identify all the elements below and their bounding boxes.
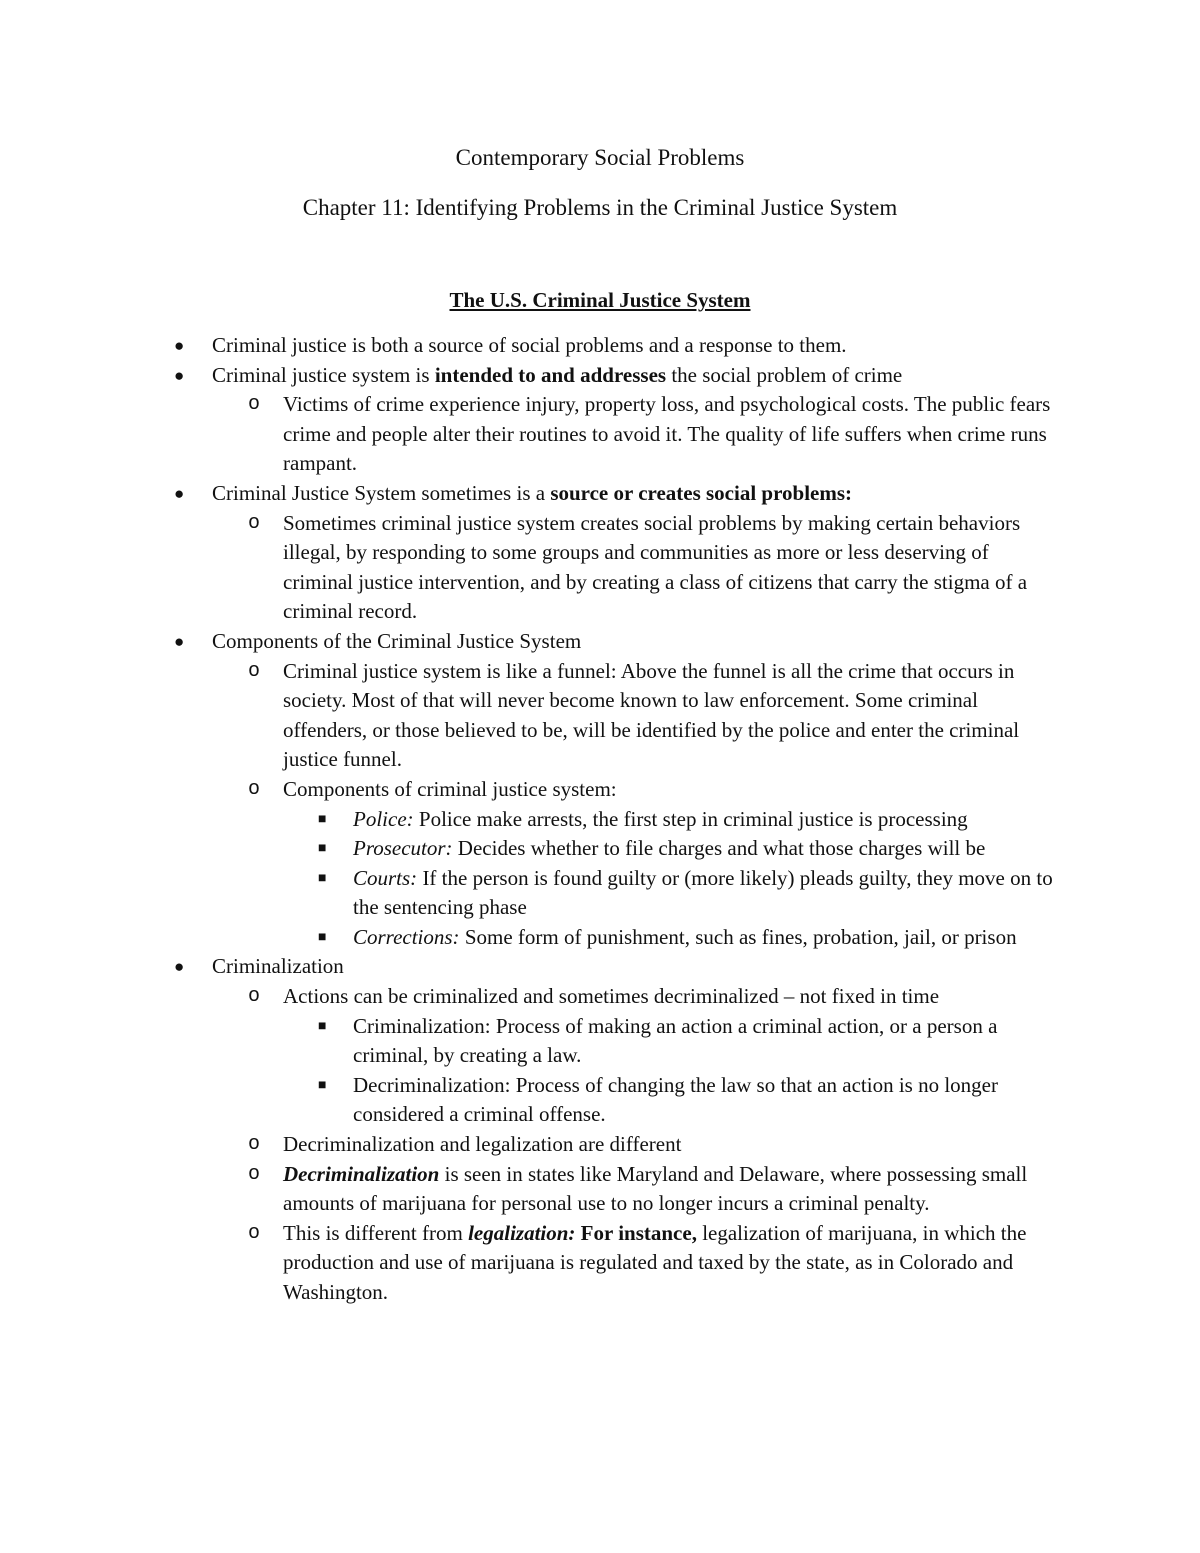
list-item-text: the social problem of crime [666, 362, 903, 387]
sub-list-item [0, 982, 1053, 1012]
sub-list-item [0, 509, 1053, 627]
sub-sub-list-item [0, 805, 1063, 835]
list-item-text: Criminalization: Process of making an action a criminal action, or a person a criminal, by creating a law. [353, 1013, 998, 1068]
list-item [0, 361, 1062, 391]
list-item-text: Criminal justice system is like a funnel: Above the funnel is all the crime that occurs in society. Most of that will never become known to law enforcement. Some criminal offenders, or those believed to be, will be identified by the police and enter the criminal justice funnel. [283, 658, 1020, 772]
term-text: Prosecutor: [353, 836, 453, 861]
emphasis-text: For instance, [575, 1220, 697, 1245]
list-item-text: If the person is found guilty or (more likely) pleads guilty, they move on to the sentencing phase [353, 865, 1053, 920]
list-item-text: Some form of punishment, such as fines, probation, jail, or prison [459, 924, 1017, 949]
emphasis-text: source or creates social problems: [550, 480, 853, 505]
list-item-text: Criminal justice is both a source of social problems and a response to them. [212, 333, 847, 357]
sub-list-item [0, 1219, 1053, 1308]
square-bullet-marker: ■ [318, 870, 327, 886]
sub-list-item [0, 390, 1053, 479]
section-heading: The U.S. Criminal Justice System [449, 288, 751, 312]
list-item-text: Sometimes criminal justice system creates social problems by making certain behaviors illegal, by responding to some groups and communities as more or less deserving of criminal justice intervention, and by creating a class of citizens that carry the stigma of a criminal record. [283, 510, 1028, 624]
list-item-text: Criminalization [212, 954, 344, 979]
emphasis-text: intended to and addresses [434, 362, 667, 387]
list-item-text: Decriminalization and legalization are different [283, 1132, 682, 1157]
term-text: Decriminalization [283, 1161, 440, 1186]
list-item [0, 479, 1062, 509]
list-item-text: Police make arrests, the first step in criminal justice is processing [413, 806, 968, 831]
bullet-marker: ● [174, 957, 185, 977]
list-item [0, 627, 1062, 657]
sub-sub-list-item [0, 834, 1063, 864]
list-item-text: Decides whether to file charges and what those charges will be [452, 836, 986, 861]
list-item-text: Decriminalization: Process of changing the law so that an action is no longer considered a criminal offense. [353, 1072, 998, 1127]
square-bullet-marker: ■ [318, 841, 327, 857]
sub-sub-list-item [0, 923, 1063, 953]
chapter-title: Chapter 11: Identifying Problems in the Criminal Justice System [302, 195, 898, 220]
bullet-marker: ● [174, 365, 185, 385]
square-bullet-marker: ■ [318, 1077, 327, 1093]
sub-bullet-marker: o [248, 659, 261, 683]
sub-sub-list-item [0, 864, 1063, 923]
sub-list-item [0, 1160, 1053, 1219]
list-item-text: Components of criminal justice system: [283, 776, 617, 801]
sub-bullet-marker: o [248, 985, 261, 1009]
square-bullet-marker: ■ [318, 1018, 327, 1034]
sub-list-item [0, 1130, 1053, 1160]
list-item-text: Victims of crime experience injury, property loss, and psychological costs. The public fears crime and people alter their routines to avoid it. The quality of life suffers when crime runs rampant. [283, 392, 1051, 476]
sub-bullet-marker: o [248, 393, 261, 417]
sub-bullet-marker: o [248, 1133, 261, 1157]
term-text: legalization: [468, 1220, 576, 1245]
term-text: Courts: [353, 865, 418, 890]
sub-list-item [0, 775, 1053, 805]
sub-list-item [0, 657, 1053, 775]
square-bullet-marker: ■ [318, 929, 327, 945]
term-text: Corrections: [353, 924, 460, 949]
sub-bullet-marker: o [248, 511, 261, 535]
list-item-text: Criminal Justice System sometimes is a [212, 480, 551, 505]
square-bullet-marker: ■ [318, 811, 327, 827]
bullet-marker: ● [174, 336, 185, 355]
list-item-text: Actions can be criminalized and sometimes decriminalized – not fixed in time [283, 984, 940, 1009]
list-item-text: Components of the Criminal Justice System [212, 628, 582, 653]
list-item [0, 952, 1062, 982]
list-item [0, 331, 1062, 361]
sub-bullet-marker: o [248, 777, 261, 801]
sub-bullet-marker: o [248, 1162, 261, 1186]
list-item-text: This is different from [283, 1220, 469, 1245]
term-text: Police: [353, 806, 414, 831]
notes-outline [0, 331, 1200, 1308]
bullet-marker: ● [174, 631, 185, 651]
sub-bullet-marker: o [248, 1221, 261, 1245]
list-item-text: legalization of marijuana, in which the production and use of marijuana is regulated and taxed by the state, as in Colorado and Washington. [283, 1220, 1027, 1304]
list-item-text: is seen in states like Maryland and Delaware, where possessing small amounts of marijuana for personal use to no longer incurs a criminal penalty. [283, 1161, 1028, 1216]
sub-sub-list-item [0, 1071, 1063, 1130]
sub-sub-list-item [0, 1012, 1063, 1071]
document-title: Contemporary Social Problems [455, 145, 745, 170]
list-item-text: Criminal justice system is [212, 362, 435, 387]
bullet-marker: ● [174, 483, 185, 503]
